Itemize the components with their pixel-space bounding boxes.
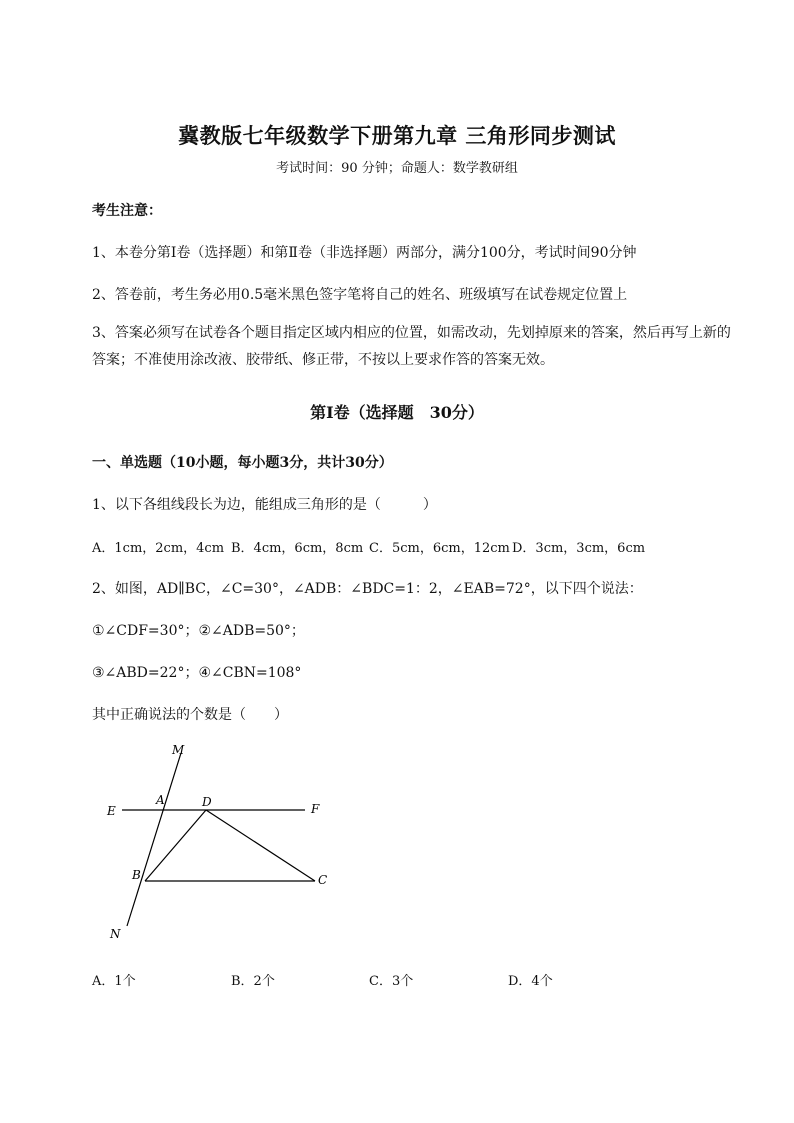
question-2-stem: 2、如图，AD∥BC，∠C=30°，∠ADB：∠BDC=1：2，∠EAB=72°，以下四个说法：: [92, 581, 643, 597]
segment-dc: [206, 810, 315, 881]
notice-item-1: 1、本卷分第Ⅰ卷（选择题）和第Ⅱ卷（非选择题）两部分，满分100分，考试时间90分钟: [92, 245, 637, 261]
question-2-statements-2: ③∠ABD=22°；④∠CBN=108°: [92, 665, 302, 681]
question-1-stem: 1、以下各组线段长为边，能组成三角形的是（ ）: [92, 497, 437, 513]
q1-option-d: D．3cm，3cm，6cm: [512, 541, 646, 556]
label-d: D: [202, 795, 212, 809]
label-n: N: [110, 927, 121, 941]
question-2-prompt: 其中正确说法的个数是（ ）: [92, 707, 288, 723]
label-b: B: [132, 868, 141, 882]
label-f: F: [311, 802, 320, 816]
section-title: 一、单选题（10小题，每小题3分，共计30分）: [92, 455, 393, 471]
label-a: A: [156, 793, 165, 807]
notice-item-2: 2、答卷前，考生务必用0.5毫米黑色签字笔将自己的姓名、班级填写在试卷规定位置上: [92, 287, 628, 303]
question-2-statements-1: ①∠CDF=30°；②∠ADB=50°；: [92, 623, 305, 639]
exam-info: 考试时间：90 分钟；命题人：数学教研组: [276, 161, 518, 176]
q2-option-d: D．4个: [508, 974, 553, 989]
q2-option-c: C．3个: [369, 974, 414, 989]
label-e: E: [107, 804, 116, 818]
q2-option-a: A．1个: [92, 974, 136, 989]
line-mn: [127, 753, 181, 926]
label-c: C: [318, 873, 328, 887]
q2-option-b: B．2个: [231, 974, 275, 989]
notice-item-3: 3、答案必须写在试卷各个题目指定区域内相应的位置，如需改动，先划掉原来的答案，然后再写上新的答案；不准使用涂改液、胶带纸、修正带，不按以上要求作答的答案无效。: [92, 325, 731, 368]
q1-option-a: A．1cm，2cm，4cm: [92, 541, 225, 556]
notice-heading: 考生注意：: [92, 203, 162, 219]
part-title: 第Ⅰ卷（选择题 30分）: [310, 403, 484, 422]
q1-option-c: C．5cm，6cm，12cm: [369, 541, 510, 556]
q1-option-b: B．4cm，6cm，8cm: [231, 541, 364, 556]
geometry-figure: [100, 738, 340, 948]
label-m: M: [172, 743, 185, 757]
segment-bd: [145, 810, 206, 881]
page-title: 冀教版七年级数学下册第九章 三角形同步测试: [178, 123, 616, 148]
